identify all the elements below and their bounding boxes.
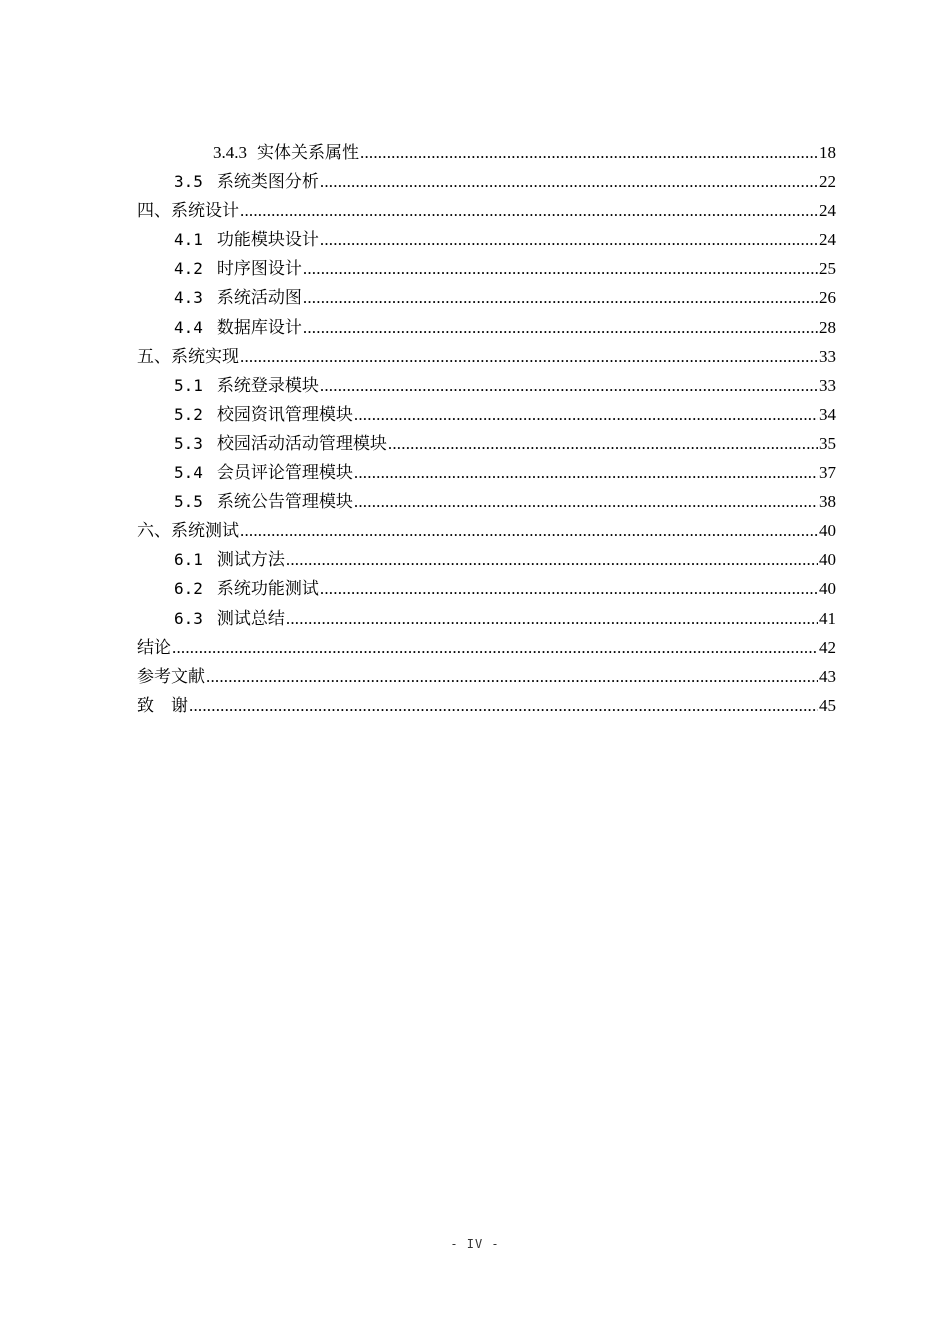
toc-dot-leader [240, 342, 818, 371]
toc-dot-leader [320, 167, 818, 196]
toc-entry-title: 系统登录模块 [216, 375, 319, 396]
toc-entry-title: 实体关系属性 [257, 143, 359, 163]
toc-entry-number: 4.3 [174, 288, 203, 308]
toc-entry[interactable] [137, 196, 836, 225]
toc-entry[interactable] [137, 138, 836, 167]
toc-entry[interactable] [137, 458, 836, 487]
toc-entry-number: 5.5 [174, 492, 203, 512]
toc-entry-page-number: 45 [819, 695, 836, 715]
toc-entry-page-number: 40 [819, 550, 836, 570]
page-number-footer: - IV - [450, 1237, 500, 1251]
toc-entry[interactable] [137, 633, 836, 662]
toc-entry-title: 系统公告管理模块 [216, 492, 353, 513]
toc-entry-page-number: 24 [819, 201, 836, 221]
toc-entry[interactable] [137, 342, 836, 371]
toc-entry-title: 致 谢 [137, 695, 188, 716]
toc-entry[interactable] [137, 487, 836, 516]
toc-dot-leader [354, 458, 818, 487]
toc-entry-page-number: 28 [819, 317, 836, 337]
toc-dot-leader [354, 487, 818, 516]
toc-entry-title: 结论 [137, 637, 171, 658]
toc-entry-number: 5.1 [174, 375, 203, 395]
toc-entry[interactable] [137, 371, 836, 400]
toc-entry[interactable] [137, 313, 836, 342]
toc-entry-number: 6.1 [174, 550, 203, 570]
toc-entry-number: 3.5 [174, 172, 203, 192]
toc-entry-page-number: 26 [819, 288, 836, 308]
toc-entry-title: 参考文献 [137, 666, 205, 687]
toc-dot-leader [189, 691, 818, 720]
toc-entry-number: 5.4 [174, 463, 203, 483]
toc-dot-leader [320, 574, 818, 603]
toc-entry-page-number: 33 [819, 346, 836, 366]
toc-entry-page-number: 18 [819, 143, 836, 162]
toc-entry-title: 系统类图分析 [216, 172, 319, 193]
toc-entry-title: 校园活动活动管理模块 [216, 433, 387, 454]
toc-entry-page-number: 40 [819, 521, 836, 541]
toc-entry-page-number: 42 [819, 637, 836, 657]
toc-entry-page-number: 38 [819, 492, 836, 512]
toc-entry-number: 4.4 [174, 317, 203, 337]
toc-entry-title: 系统活动图 [216, 288, 302, 309]
toc-entry-number: 4.2 [174, 259, 203, 279]
toc-entry-number: 4.1 [174, 230, 203, 250]
toc-dot-leader [360, 138, 818, 167]
toc-entry-title: 校园资讯管理模块 [216, 404, 353, 425]
toc-entry-title: 测试方法 [216, 550, 285, 571]
toc-entry-title: 会员评论管理模块 [216, 463, 353, 484]
toc-entry[interactable] [137, 545, 836, 574]
toc-entry-page-number: 34 [819, 404, 836, 424]
toc-dot-leader [303, 254, 818, 283]
toc-entry-number: 6.2 [174, 579, 203, 599]
toc-dot-leader [206, 662, 818, 691]
toc-entry-title: 六、系统测试 [137, 521, 239, 542]
toc-dot-leader [240, 196, 818, 225]
toc-entry-page-number: 22 [819, 172, 836, 192]
toc-entry-page-number: 40 [819, 579, 836, 599]
toc-entry-title: 时序图设计 [216, 259, 302, 280]
toc-dot-leader [320, 371, 818, 400]
toc-entry[interactable] [137, 400, 836, 429]
toc-dot-leader [320, 225, 818, 254]
toc-dot-leader [303, 313, 818, 342]
toc-entry-title: 功能模块设计 [216, 230, 319, 251]
toc-entry-number: 3.4.3 [213, 143, 247, 162]
toc-entry-page-number: 41 [819, 608, 836, 628]
toc-entry-title: 五、系统实现 [137, 346, 239, 367]
toc-entry[interactable] [137, 254, 836, 283]
toc-entry[interactable] [137, 604, 836, 633]
toc-dot-leader [388, 429, 818, 458]
toc-entry-page-number: 37 [819, 463, 836, 483]
toc-entry-title: 四、系统设计 [137, 201, 239, 222]
toc-dot-leader [303, 283, 818, 312]
toc-entry-number: 5.3 [174, 433, 203, 453]
toc-dot-leader [286, 545, 818, 574]
toc-entry-title: 数据库设计 [216, 317, 302, 338]
toc-entry[interactable] [137, 429, 836, 458]
table-of-contents [137, 138, 836, 720]
toc-entry-number: 6.3 [174, 608, 203, 628]
toc-entry[interactable] [137, 662, 836, 691]
toc-entry-page-number: 43 [819, 666, 836, 686]
toc-entry-page-number: 35 [819, 433, 836, 453]
toc-dot-leader [286, 604, 818, 633]
toc-entry-number: 5.2 [174, 404, 203, 424]
toc-entry[interactable] [137, 516, 836, 545]
toc-dot-leader [354, 400, 818, 429]
toc-entry[interactable] [137, 225, 836, 254]
toc-dot-leader [172, 633, 818, 662]
toc-entry[interactable] [137, 691, 836, 720]
toc-entry-title: 系统功能测试 [216, 579, 319, 600]
toc-dot-leader [240, 516, 818, 545]
toc-entry[interactable] [137, 574, 836, 603]
toc-entry[interactable] [137, 167, 836, 196]
toc-entry-page-number: 33 [819, 375, 836, 395]
toc-entry-page-number: 24 [819, 230, 836, 250]
toc-entry-page-number: 25 [819, 259, 836, 279]
toc-entry[interactable] [137, 283, 836, 312]
toc-entry-title: 测试总结 [216, 608, 285, 629]
